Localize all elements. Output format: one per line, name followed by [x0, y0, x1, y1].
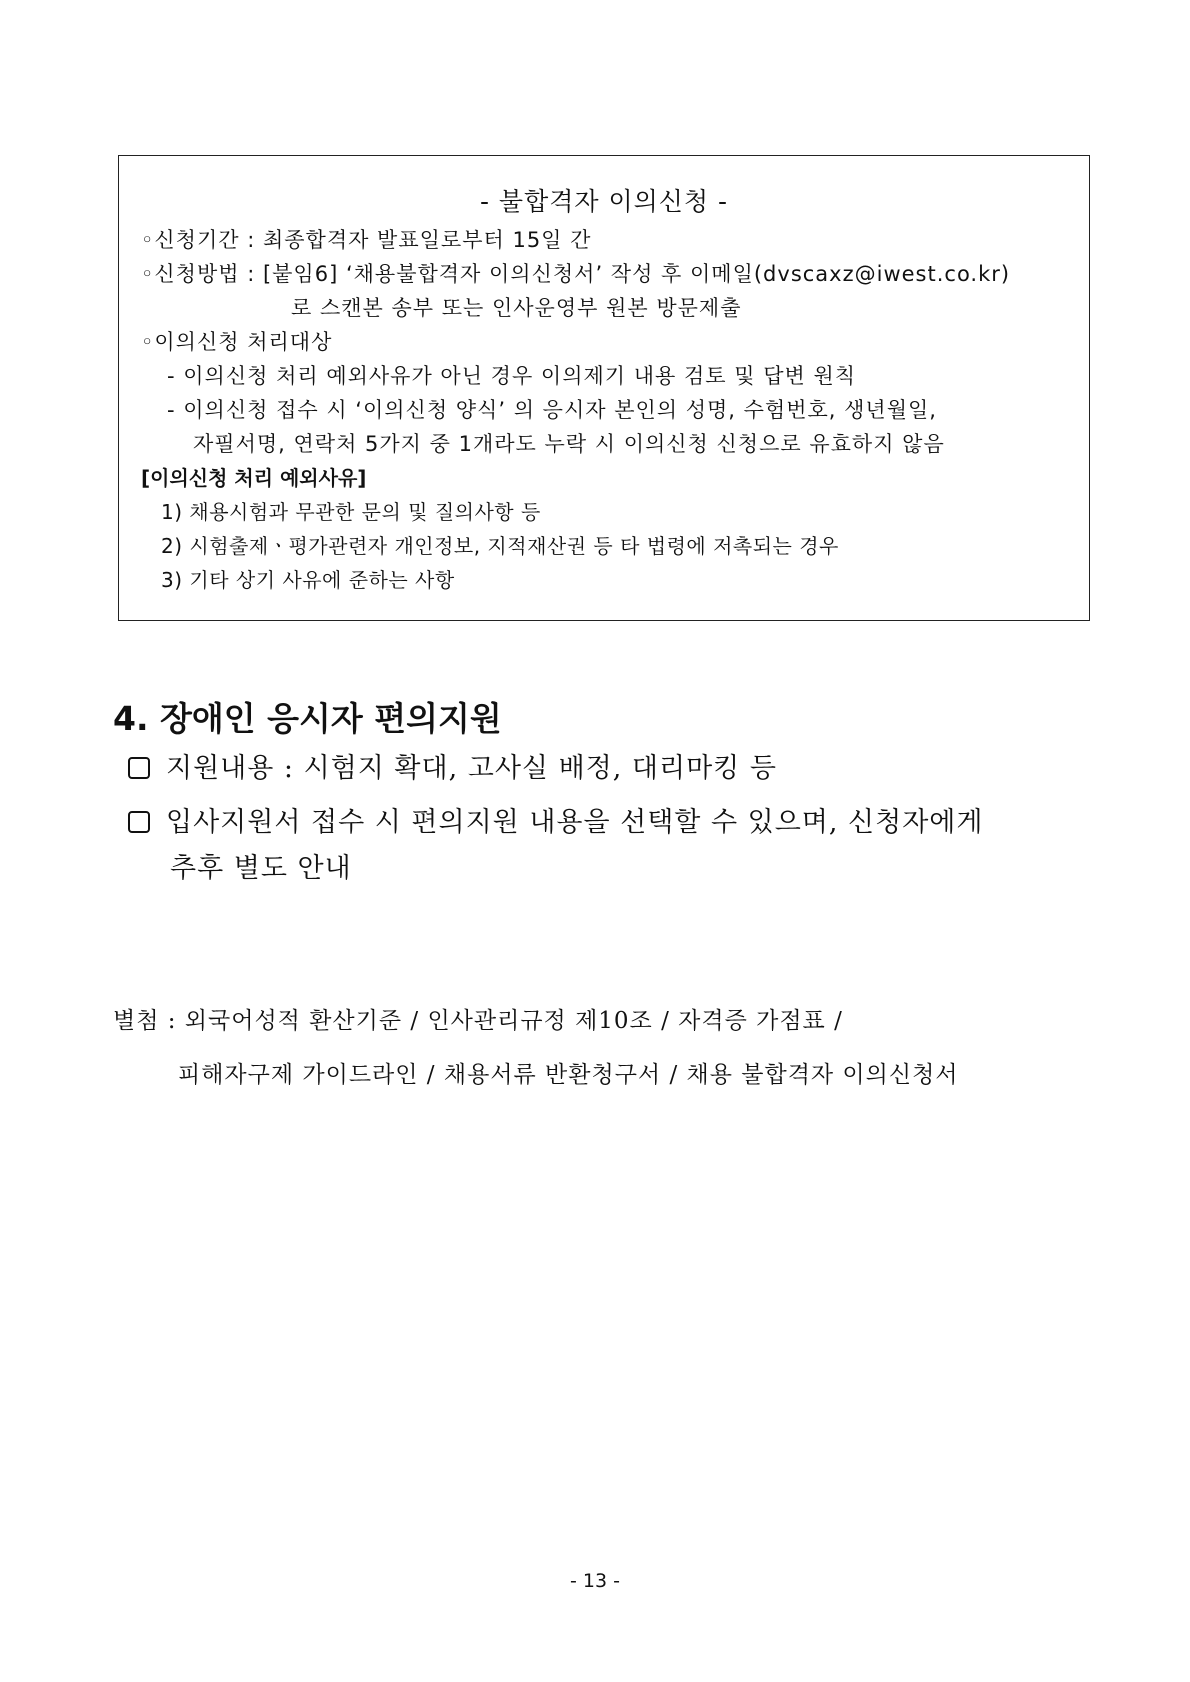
- support-application-text: 입사지원서 접수 시 편의지원 내용을 선택할 수 있으며, 신청자에게: [166, 807, 984, 838]
- application-period: ◦신청기간 : 최종합격자 발표일로부터 15일 간: [141, 228, 592, 252]
- support-content-item: [128, 746, 777, 785]
- processing-target-item1: - 이의신청 처리 예외사유가 아닌 경우 이의제기 내용 검토 및 답변 원칙: [167, 364, 857, 388]
- attachments-line2: 피해자구제 가이드라인 / 채용서류 반환청구서 / 채용 불합격자 이의신청서: [178, 1062, 959, 1088]
- attachments-line1: 별첨 : 외국어성적 환산기준 / 인사관리규정 제10조 / 자격증 가점표 /: [113, 1008, 843, 1034]
- checkbox-icon: [128, 757, 150, 779]
- exceptions-heading: [이의신청 처리 예외사유]: [141, 466, 367, 490]
- exception-item-1: 1) 채용시험과 무관한 문의 및 질의사항 등: [161, 500, 541, 524]
- section-4-title: 4. 장애인 응시자 편의지원: [113, 699, 502, 738]
- processing-target-label: ◦이의신청 처리대상: [141, 330, 333, 354]
- support-application-text-cont: 추후 별도 안내: [170, 853, 352, 884]
- notice-box-title: - 불합격자 이의신청 -: [479, 187, 729, 216]
- page-number: - 13 -: [570, 1570, 620, 1592]
- exception-item-3: 3) 기타 상기 사유에 준하는 사항: [161, 568, 455, 592]
- processing-target-item2-line1: - 이의신청 접수 시 ‘이의신청 양식’ 의 응시자 본인의 성명, 수험번호, 생년월일,: [167, 398, 937, 422]
- checkbox-icon: [128, 811, 150, 833]
- support-content-text: 지원내용 : 시험지 확대, 고사실 배정, 대리마킹 등: [166, 753, 777, 784]
- application-method-line2: 로 스캔본 송부 또는 인사운영부 원본 방문제출: [291, 296, 742, 320]
- support-application-item: [128, 800, 983, 839]
- application-method-line1: ◦신청방법 : [붙임6] ‘채용불합격자 이의신청서’ 작성 후 이메일(dvscaxz@iwest.co.kr): [141, 262, 1011, 286]
- objection-notice-box: [118, 155, 1090, 621]
- exception-item-2: 2) 시험출제ㆍ평가관련자 개인정보, 지적재산권 등 타 법령에 저촉되는 경우: [161, 534, 839, 558]
- processing-target-item2-line2: 자필서명, 연락처 5가지 중 1개라도 누락 시 이의신청 신청으로 유효하지 않음: [193, 432, 945, 456]
